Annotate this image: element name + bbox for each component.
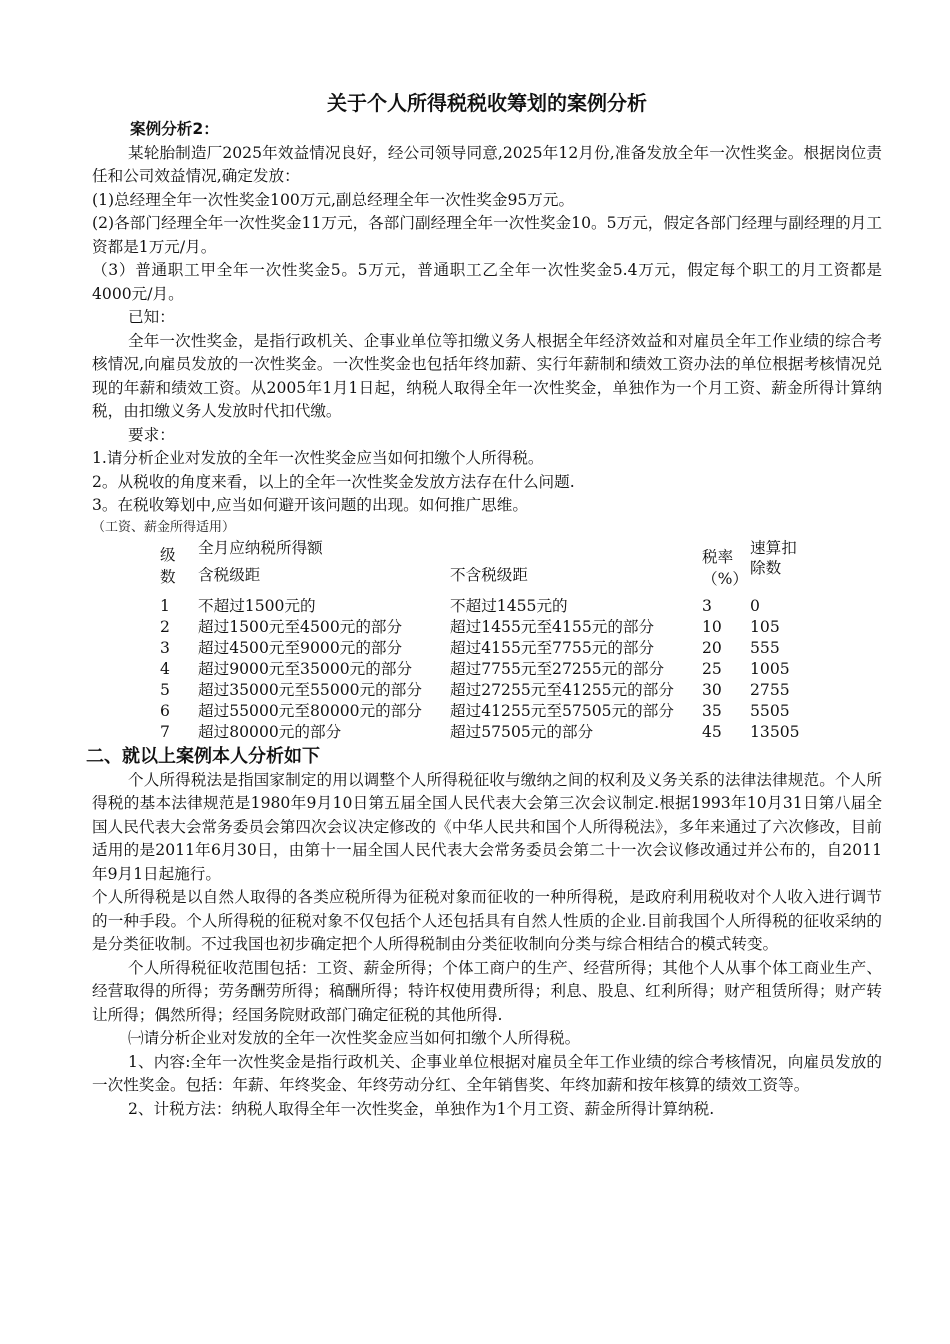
case-subtitle: 案例分析2： [130, 120, 219, 138]
excl-range-cell: 超过41255元至57505元的部分 [450, 701, 674, 720]
level-cell: 2 [160, 617, 170, 636]
paragraph: （3）普通职工甲全年一次性奖金5。5万元，普通职工乙全年一次性奖金5.4万元，假定每个职工的月工资都是4000元/月。 [92, 261, 882, 303]
rate-cell: 20 [702, 638, 722, 657]
table-row [160, 596, 820, 617]
deduct-cell: 2755 [750, 680, 790, 699]
excl-range-cell: 超过1455元至4155元的部分 [450, 617, 655, 636]
incl-range-cell: 超过80000元的部分 [198, 722, 342, 741]
table-row [160, 659, 820, 680]
rate-cell: 3 [702, 596, 712, 615]
deduct-cell: 0 [750, 596, 760, 615]
header-excl: 不含税级距 [450, 565, 528, 584]
excl-range-cell: 超过4155元至7755元的部分 [450, 638, 655, 657]
incl-range-cell: 超过55000元至80000元的部分 [198, 701, 422, 720]
paragraph: (1)总经理全年一次性奖金100万元,副总经理全年一次性奖金95万元。 [92, 190, 575, 209]
level-cell: 6 [160, 701, 170, 720]
rate-cell: 30 [702, 680, 722, 699]
deduct-cell: 1005 [750, 659, 790, 678]
section-heading: 二、就以上案例本人分析如下 [86, 745, 320, 767]
paragraph: 全年一次性奖金，是指行政机关、企事业单位等扣缴义务人根据全年经济效益和对雇员全年工作业绩的综合考核情况,向雇员发放的一次性奖金。一次性奖金也包括年终加薪、实行年薪制和绩效工资办法的单位根据考核情况兑现的年薪和绩效工资。从2005年1月1日起，纳税人取得全年一次性奖金，单独作为一个月工资、薪金所得计算纳税，由扣缴义务人发放时代扣代缴。 [92, 331, 882, 420]
level-cell: 4 [160, 659, 170, 678]
rate-cell: 25 [702, 659, 722, 678]
header-incl: 含税级距 [198, 565, 261, 584]
incl-range-cell: 超过1500元至4500元的部分 [198, 617, 403, 636]
rate-cell: 45 [702, 722, 722, 741]
level-cell: 7 [160, 722, 170, 741]
incl-range-cell: 超过9000元至35000元的部分 [198, 659, 413, 678]
paragraph: 要求： [128, 425, 175, 444]
paragraph: 已知： [128, 308, 175, 326]
paragraph: 个人所得税是以自然人取得的各类应税所得为征税对象而征收的一种所得税，是政府利用税收对个人收入进行调节的一种手段。个人所得税的征税对象不仅包括个人还包括具有自然人性质的企业.目前我国个人所得税的征收采纳的是分类征收制。不过我国也初步确定把个人所得税制由分类征收制向分类与综合相结合的模式转变。 [92, 888, 882, 953]
table-note: （工资、薪金所得适用） [92, 519, 236, 535]
incl-range-cell: 超过35000元至55000元的部分 [198, 680, 422, 699]
header-deduct: 速算扣 除数 [750, 538, 813, 577]
header-level: 级数 [160, 545, 176, 586]
document-title: 关于个人所得税税收筹划的案例分析 [327, 91, 647, 115]
header-group: 全月应纳税所得额 [198, 538, 323, 557]
paragraph: 2、计税方法：纳税人取得全年一次性奖金，单独作为1个月工资、薪金所得计算纳税. [128, 1099, 715, 1118]
rate-cell: 10 [702, 617, 722, 636]
paragraph: (2)各部门经理全年一次性奖金11万元，各部门副经理全年一次性奖金10。5万元，假定各部门经理与副经理的月工资都是1万元/月。 [92, 214, 882, 256]
deduct-cell: 105 [750, 617, 780, 636]
table-row [160, 617, 820, 638]
table-row [160, 722, 820, 743]
level-cell: 5 [160, 680, 170, 699]
paragraph: 2。从税收的角度来看，以上的全年一次性奖金发放方法存在什么问题. [92, 472, 575, 491]
paragraph: 1.请分析企业对发放的全年一次性奖金应当如何扣缴个人所得税。 [92, 449, 544, 467]
deduct-cell: 555 [750, 638, 780, 657]
deduct-cell: 13505 [750, 722, 800, 741]
table-row [160, 638, 820, 659]
paragraph: 1、内容:全年一次性奖金是指行政机关、企事业单位根据对雇员全年工作业绩的综合考核情况，向雇员发放的一次性奖金。包括：年薪、年终奖金、年终劳动分红、全年销售奖、年终加薪和按年核算的绩效工资等。 [92, 1052, 882, 1094]
paragraph: 个人所得税法是指国家制定的用以调整个人所得税征收与缴纳之间的权利及义务关系的法律法律规范。个人所得税的基本法律规范是1980年9月10日第五届全国人民代表大会第三次会议制定.根据1993年10月31日第八届全国人民代表大会常务委员会第四次会议决定修改的《中华人民共和国个人所得税法》，多年来通过了六次修改，目前适用的是2011年6月30日，由第十一届全国人民代表大会常务委员会第二十一次会议修改通过并公布的，自2011年9月1日起施行。 [92, 770, 882, 883]
paragraph: 某轮胎制造厂2025年效益情况良好，经公司领导同意,2025年12月份,准备发放全年一次性奖金。根据岗位责任和公司效益情况,确定发放： [92, 143, 882, 185]
incl-range-cell: 不超过1500元的 [198, 596, 316, 615]
tax-rate-table [160, 538, 820, 743]
table-header-row [160, 538, 820, 559]
paragraph: ㈠请分析企业对发放的全年一次性奖金应当如何扣缴个人所得税。 [128, 1029, 581, 1047]
level-cell: 1 [160, 596, 170, 615]
rate-cell: 35 [702, 701, 722, 720]
deduct-cell: 5505 [750, 701, 790, 720]
paragraph: 个人所得税征收范围包括：工资、薪金所得；个体工商户的生产、经营所得；其他个人从事个体工商业生产、经营取得的所得；劳务酬劳所得；稿酬所得；特许权使用费所得；利息、股息、红利所得；财产租赁所得；财产转让所得；偶然所得；经国务院财政部门确定征税的其他所得. [92, 958, 882, 1024]
excl-range-cell: 不超过1455元的 [450, 596, 568, 615]
excl-range-cell: 超过57505元的部分 [450, 722, 594, 741]
excl-range-cell: 超过27255元至41255元的部分 [450, 680, 674, 699]
table-row [160, 680, 820, 701]
header-rate: 税率（%） [702, 547, 749, 588]
incl-range-cell: 超过4500元至9000元的部分 [198, 638, 403, 657]
document-page [86, 88, 882, 1121]
table-row [160, 701, 820, 722]
excl-range-cell: 超过7755元至27255元的部分 [450, 659, 665, 678]
level-cell: 3 [160, 638, 170, 657]
paragraph: 3。在税收筹划中,应当如何避开该问题的出现。如何推广思维。 [92, 496, 528, 514]
